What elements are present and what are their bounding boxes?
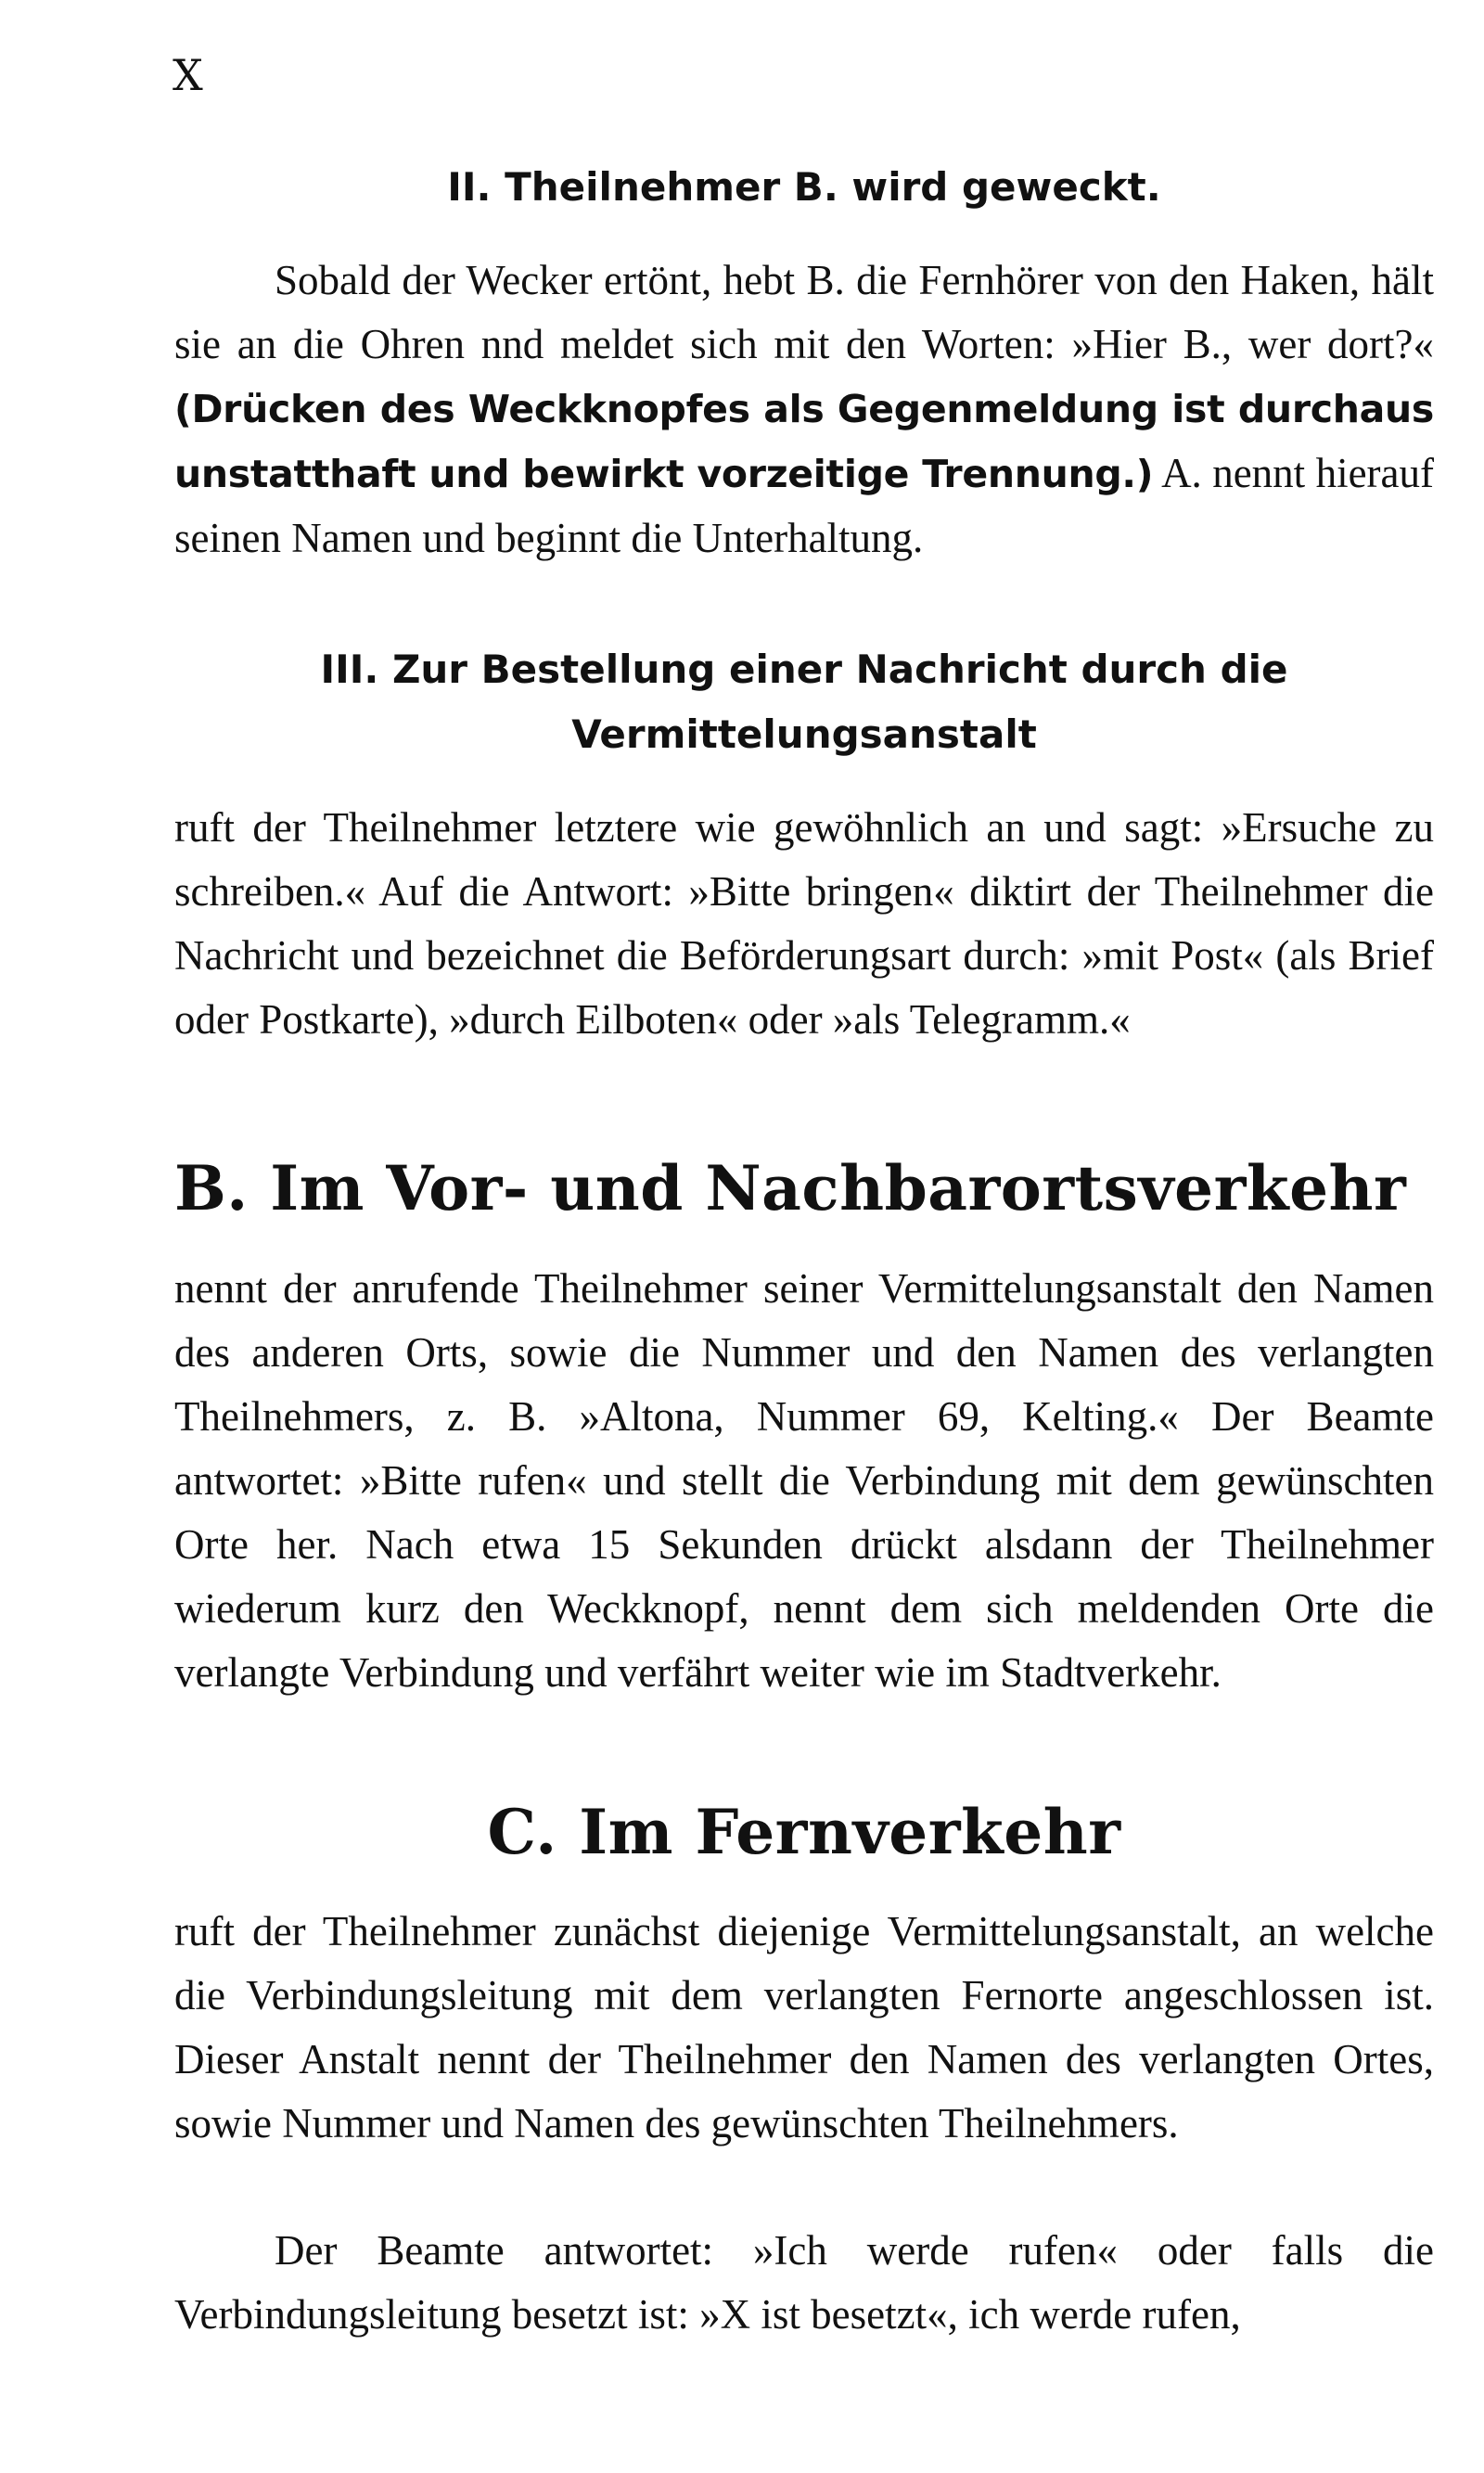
section-c-heading: C. Im Fernverkehr — [487, 1796, 1121, 1868]
section-ii-text-end: A. nennt hierauf seinen Namen und beginnt die Unterhaltung. — [174, 450, 1434, 561]
section-b-paragraph: nennt der anrufende Theilnehmer seiner Vermittelungsanstalt den Namen des anderen Orts, sowie die Nummer und den Namen des verlangten Theilnehmers, z. B. »Altona, Nummer 69, Kelting.« Der Beamte antwortet: »Bitte rufen« und stellt die Verbindung mit dem gewünschten Orte her. Nach etwa 15 Sekunden drückt alsdann der Theilnehmer wiederum kurz den Weckknopf, nennt dem sich meldenden Orte die verlangte Verbindung und verfährt weiter wie im Stadtverkehr. — [174, 1265, 1434, 1696]
section-ii-text-start: Sobald der Wecker ertönt, hebt B. die Fernhörer von den Haken, hält sie an die Ohren nnd meldet sich mit den Worten: »Hier B., wer dort?« — [174, 257, 1434, 367]
section-iii-paragraph: ruft der Theilnehmer letztere wie gewöhnlich an und sagt: »Ersuche zu schreiben.« Auf die Antwort: »Bitte bringen« diktirt der Theilnehmer die Nachricht und bezeichnet die Beförderungsart durch: »mit Post« (als Brief oder Postkarte), »durch Eilboten« oder »als Telegramm.« — [174, 804, 1434, 1043]
section-ii-bold-note: (Drücken des Weckknopfes als Gegenmeldung ist durchaus unstatthaft und bewirkt vorzeitige Trennung.) — [174, 387, 1434, 496]
page-number: X — [173, 50, 203, 100]
section-ii-heading: II. Theilnehmer B. wird geweckt. — [447, 164, 1161, 210]
section-c-paragraph-2: Der Beamte antwortet: »Ich werde rufen« oder falls die Verbindungsleitung besetzt ist: »X ist besetzt«, ich werde rufen, — [174, 2227, 1434, 2338]
section-iii-heading-line2: Vermittelungsanstalt — [571, 711, 1037, 757]
section-b-heading: B. Im Vor- und Nachbarortsverkehr — [174, 1152, 1407, 1224]
section-iii-heading-line1: III. Zur Bestellung einer Nachricht durch die — [320, 647, 1288, 692]
section-ii-paragraph — [174, 249, 1434, 570]
section-c-paragraph-1: ruft der Theilnehmer zunächst diejenige Vermittelungsanstalt, an welche die Verbindungsleitung mit dem verlangten Fernorte angeschlossen ist. Dieser Anstalt nennt der Theilnehmer den Namen des verlangten Ortes, sowie Nummer und Namen des gewünschten Theilnehmers. — [174, 1908, 1434, 2146]
